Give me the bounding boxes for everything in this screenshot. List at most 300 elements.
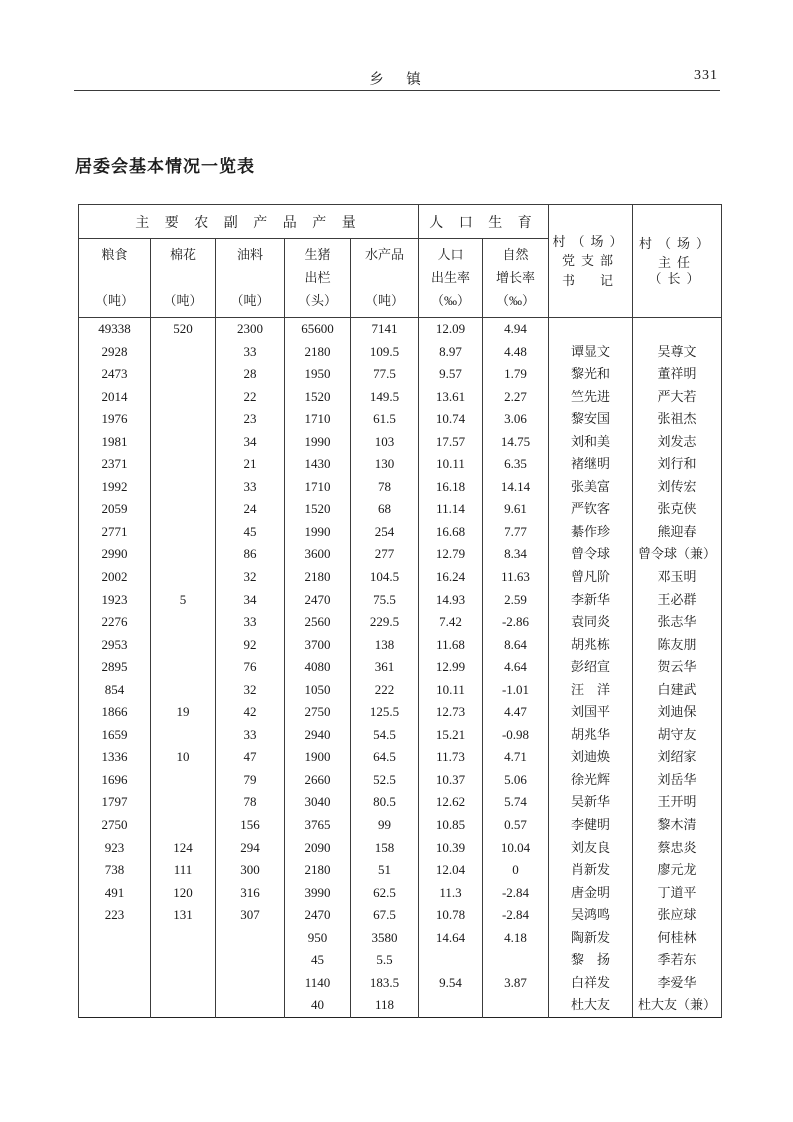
table-cell: 54.5 — [351, 724, 419, 747]
table-cell: 9.57 — [419, 363, 483, 386]
table-row — [79, 341, 722, 364]
table-cell: 11.68 — [419, 634, 483, 657]
table-cell: 2180 — [285, 859, 351, 882]
table-cell: 李健明 — [549, 814, 633, 837]
village-director-header-line: 村（场） — [638, 235, 715, 251]
table-cell: 曾凡阶 — [549, 566, 633, 589]
table-row — [79, 521, 722, 544]
table-cell: 223 — [79, 904, 151, 927]
table-row — [79, 972, 722, 995]
table-cell: 79 — [216, 769, 285, 792]
table-cell: 92 — [216, 634, 285, 657]
table-cell: 491 — [79, 882, 151, 905]
table-cell: 33 — [216, 476, 285, 499]
table-cell: 9.61 — [483, 498, 549, 521]
table-cell: 张应球 — [633, 904, 722, 927]
table-cell: 胡兆华 — [549, 724, 633, 747]
table-cell: 刘和美 — [549, 431, 633, 454]
table-cell: 361 — [351, 656, 419, 679]
table-cell — [216, 994, 285, 1017]
table-cell — [79, 949, 151, 972]
table-row — [79, 814, 722, 837]
table-cell: 4.94 — [483, 318, 549, 341]
col-header-line: 油料 — [236, 247, 263, 262]
table-row — [79, 386, 722, 409]
table-row — [79, 701, 722, 724]
table-cell: 2953 — [79, 634, 151, 657]
col-header-aquatic-products — [351, 239, 419, 318]
running-head — [74, 66, 720, 91]
table-cell: 125.5 — [351, 701, 419, 724]
table-cell: 1710 — [285, 476, 351, 499]
table-cell: 曾令球（兼） — [633, 543, 722, 566]
col-header-line: 出生率 — [430, 269, 470, 285]
table-cell: 14.75 — [483, 431, 549, 454]
table-row — [79, 791, 722, 814]
party-secretary-header-line: 书 记 — [561, 272, 619, 288]
table-cell: 1710 — [285, 408, 351, 431]
table-cell: 吴尊文 — [633, 341, 722, 364]
table-row — [79, 746, 722, 769]
table-cell: 19 — [151, 701, 216, 724]
table-cell: 2276 — [79, 611, 151, 634]
table-cell: 40 — [285, 994, 351, 1017]
table-cell: 2470 — [285, 589, 351, 612]
table-cell: 10.39 — [419, 837, 483, 860]
table-cell: -1.01 — [483, 679, 549, 702]
table-cell: 6.35 — [483, 453, 549, 476]
table-cell: 14.93 — [419, 589, 483, 612]
table-cell: 5 — [151, 589, 216, 612]
party-secretary-header-line: 党支部 — [561, 253, 619, 269]
table-cell: 316 — [216, 882, 285, 905]
table-cell: 1430 — [285, 453, 351, 476]
table-cell: 2002 — [79, 566, 151, 589]
table-cell: 汪 洋 — [549, 679, 633, 702]
table-cell: 65600 — [285, 318, 351, 341]
table-cell: 24 — [216, 498, 285, 521]
table-cell: 徐光辉 — [549, 769, 633, 792]
table-cell: 1866 — [79, 701, 151, 724]
table-cell: 贺云华 — [633, 656, 722, 679]
table-cell — [151, 386, 216, 409]
table-cell: 45 — [285, 949, 351, 972]
col-header-party-secretary — [549, 205, 633, 318]
table-row — [79, 904, 722, 927]
table-cell: 袁同炎 — [549, 611, 633, 634]
table-cell: 2300 — [216, 318, 285, 341]
table-cell — [633, 318, 722, 341]
table-cell: 32 — [216, 566, 285, 589]
table-cell: 104.5 — [351, 566, 419, 589]
table-cell: 45 — [216, 521, 285, 544]
table-row — [79, 724, 722, 747]
table-cell: 923 — [79, 837, 151, 860]
table-cell: 彭绍宣 — [549, 656, 633, 679]
table-cell: 62.5 — [351, 882, 419, 905]
table-row — [79, 994, 722, 1017]
table-cell: 10.78 — [419, 904, 483, 927]
table-cell: 吴鸿鸣 — [549, 904, 633, 927]
table-cell: 2750 — [285, 701, 351, 724]
table-cell: 130 — [351, 453, 419, 476]
col-header-line: （吨） — [94, 292, 134, 308]
table-cell: 8.34 — [483, 543, 549, 566]
col-header-line: 增长率 — [495, 269, 535, 285]
table-cell: 75.5 — [351, 589, 419, 612]
table-cell — [151, 543, 216, 566]
table-row — [79, 363, 722, 386]
col-header-line: 水产品 — [364, 247, 404, 262]
table-row — [79, 859, 722, 882]
table-cell: 张美富 — [549, 476, 633, 499]
table-row — [79, 589, 722, 612]
table-cell: 10.11 — [419, 453, 483, 476]
table-cell: 950 — [285, 927, 351, 950]
table-row — [79, 611, 722, 634]
col-header-line: 粮食 — [101, 247, 128, 262]
table-cell: 738 — [79, 859, 151, 882]
col-header-grain — [79, 239, 151, 318]
col-header-village-director — [633, 205, 722, 318]
table-cell: 2180 — [285, 341, 351, 364]
table-cell — [151, 453, 216, 476]
col-header-line: 生猪 — [304, 247, 331, 262]
table-cell: 7141 — [351, 318, 419, 341]
table-cell: 10.37 — [419, 769, 483, 792]
table-cell: 118 — [351, 994, 419, 1017]
table-row — [79, 949, 722, 972]
table-cell: 2090 — [285, 837, 351, 860]
table-cell — [151, 994, 216, 1017]
table-cell: 33 — [216, 724, 285, 747]
table-cell: 138 — [351, 634, 419, 657]
table-cell: 曾令球 — [549, 543, 633, 566]
table-cell: 3765 — [285, 814, 351, 837]
table-cell: 刘迪焕 — [549, 746, 633, 769]
table-cell: 1950 — [285, 363, 351, 386]
table-cell: 17.57 — [419, 431, 483, 454]
table-cell: 222 — [351, 679, 419, 702]
table-cell: 肖新发 — [549, 859, 633, 882]
table-cell: 67.5 — [351, 904, 419, 927]
table-cell: 33 — [216, 611, 285, 634]
table-cell — [79, 972, 151, 995]
table-cell: 99 — [351, 814, 419, 837]
table-cell: 2470 — [285, 904, 351, 927]
table-cell — [151, 656, 216, 679]
table-cell: 2750 — [79, 814, 151, 837]
table-cell: 严大若 — [633, 386, 722, 409]
table-cell: 吴新华 — [549, 791, 633, 814]
table-cell — [151, 814, 216, 837]
table-cell: 1976 — [79, 408, 151, 431]
table-cell: 刘发志 — [633, 431, 722, 454]
table-cell: 胡守友 — [633, 724, 722, 747]
table-cell: 王开明 — [633, 791, 722, 814]
table-cell — [151, 566, 216, 589]
table-cell: 14.14 — [483, 476, 549, 499]
table-cell: 2940 — [285, 724, 351, 747]
table-cell: 11.63 — [483, 566, 549, 589]
table-cell: 何桂林 — [633, 927, 722, 950]
table-cell: 陈友朋 — [633, 634, 722, 657]
table-cell: 12.99 — [419, 656, 483, 679]
col-header-line: 自然 — [502, 247, 529, 262]
table-row — [79, 543, 722, 566]
table-cell: 124 — [151, 837, 216, 860]
table-cell: 183.5 — [351, 972, 419, 995]
table-cell: 董祥明 — [633, 363, 722, 386]
table-cell — [151, 431, 216, 454]
table-cell: 胡兆栋 — [549, 634, 633, 657]
table-cell: 白建武 — [633, 679, 722, 702]
table-cell: 4.64 — [483, 656, 549, 679]
table-cell: 3580 — [351, 927, 419, 950]
table-cell: 11.3 — [419, 882, 483, 905]
table-cell: 11.73 — [419, 746, 483, 769]
table-cell: 80.5 — [351, 791, 419, 814]
table-cell: 158 — [351, 837, 419, 860]
table-cell: 111 — [151, 859, 216, 882]
table-cell: 刘行和 — [633, 453, 722, 476]
table-cell: 蔡忠炎 — [633, 837, 722, 860]
table-cell: 42 — [216, 701, 285, 724]
col-header-line: （吨） — [163, 292, 203, 308]
table-cell: 32 — [216, 679, 285, 702]
table-cell: 刘迪保 — [633, 701, 722, 724]
table-cell — [419, 949, 483, 972]
table-cell: 杜大友 — [549, 994, 633, 1017]
table-cell: 5.5 — [351, 949, 419, 972]
table-cell: 2.59 — [483, 589, 549, 612]
table-cell: 12.79 — [419, 543, 483, 566]
table-cell: 5.74 — [483, 791, 549, 814]
running-head-title: 乡 镇 — [369, 72, 425, 88]
table-cell: 1981 — [79, 431, 151, 454]
table-cell: 103 — [351, 431, 419, 454]
table-cell: 黎 扬 — [549, 949, 633, 972]
table-cell: 3700 — [285, 634, 351, 657]
table-cell: 15.21 — [419, 724, 483, 747]
table-cell: 1050 — [285, 679, 351, 702]
table-cell — [151, 341, 216, 364]
table-cell: 229.5 — [351, 611, 419, 634]
table-cell: 34 — [216, 589, 285, 612]
table-cell: 谭显文 — [549, 341, 633, 364]
table-cell: 2895 — [79, 656, 151, 679]
table-cell: 61.5 — [351, 408, 419, 431]
table-cell: 竺先进 — [549, 386, 633, 409]
table-cell: 10 — [151, 746, 216, 769]
table-row — [79, 498, 722, 521]
table-cell: 陶新发 — [549, 927, 633, 950]
table-row — [79, 769, 722, 792]
table-cell: 2.27 — [483, 386, 549, 409]
table-cell: 1900 — [285, 746, 351, 769]
table-row — [79, 927, 722, 950]
table-cell — [483, 994, 549, 1017]
table-cell: 1.79 — [483, 363, 549, 386]
table-cell: 2560 — [285, 611, 351, 634]
table-cell: 5.06 — [483, 769, 549, 792]
table-cell: 10.85 — [419, 814, 483, 837]
table-cell: 7.42 — [419, 611, 483, 634]
table-row — [79, 679, 722, 702]
table-row — [79, 882, 722, 905]
table-cell: 28 — [216, 363, 285, 386]
col-header-line: （吨） — [364, 292, 404, 308]
col-header-line: （吨） — [230, 292, 270, 308]
table-row — [79, 431, 722, 454]
table-cell: 10.74 — [419, 408, 483, 431]
table-cell — [216, 949, 285, 972]
table-cell: -2.86 — [483, 611, 549, 634]
table-cell: 廖元龙 — [633, 859, 722, 882]
table-cell — [151, 679, 216, 702]
table-cell — [151, 521, 216, 544]
table-cell: 王必群 — [633, 589, 722, 612]
table-cell — [216, 927, 285, 950]
table-cell: 68 — [351, 498, 419, 521]
table-cell: 277 — [351, 543, 419, 566]
table-cell: 1520 — [285, 386, 351, 409]
table-cell: 16.24 — [419, 566, 483, 589]
table-cell: 34 — [216, 431, 285, 454]
table-cell: 1990 — [285, 521, 351, 544]
table-cell: 3.06 — [483, 408, 549, 431]
table-cell: 3040 — [285, 791, 351, 814]
table-cell — [151, 408, 216, 431]
table-cell: 1520 — [285, 498, 351, 521]
table-cell: 64.5 — [351, 746, 419, 769]
table-cell: 唐金明 — [549, 882, 633, 905]
table-cell: 4.18 — [483, 927, 549, 950]
table-cell — [483, 949, 549, 972]
table-group-header-row — [79, 205, 722, 239]
table-cell: -0.98 — [483, 724, 549, 747]
table-cell: 33 — [216, 341, 285, 364]
table-cell — [216, 972, 285, 995]
table-cell: 1659 — [79, 724, 151, 747]
table-cell — [151, 927, 216, 950]
table-row — [79, 566, 722, 589]
table-cell: 1990 — [285, 431, 351, 454]
table-cell: 2014 — [79, 386, 151, 409]
col-header-line: 出栏 — [304, 269, 331, 285]
page-title: 居委会基本情况一览表 — [75, 157, 255, 176]
col-header-line: （‰） — [495, 292, 535, 308]
table-cell: -2.84 — [483, 882, 549, 905]
table-cell: 12.09 — [419, 318, 483, 341]
table-cell — [549, 318, 633, 341]
table-cell: 刘国平 — [549, 701, 633, 724]
table-cell: 李爱华 — [633, 972, 722, 995]
table-cell: 149.5 — [351, 386, 419, 409]
table-cell: 严钦客 — [549, 498, 633, 521]
group-header-farm-products: 主 要 农 副 产 品 产 量 — [79, 205, 419, 239]
table-cell — [419, 994, 483, 1017]
col-header-line: （头） — [297, 292, 337, 308]
table-cell — [151, 498, 216, 521]
col-header-line: 棉花 — [169, 247, 196, 262]
table-cell: 9.54 — [419, 972, 483, 995]
table-row — [79, 453, 722, 476]
table-cell — [151, 791, 216, 814]
table-cell — [151, 724, 216, 747]
table-cell: 86 — [216, 543, 285, 566]
table-cell: 黎光和 — [549, 363, 633, 386]
table-cell: 2371 — [79, 453, 151, 476]
table-cell: 14.64 — [419, 927, 483, 950]
table-cell — [151, 476, 216, 499]
table-cell: 0 — [483, 859, 549, 882]
col-header-pigs — [285, 239, 351, 318]
table-cell: 49338 — [79, 318, 151, 341]
table-cell: 3990 — [285, 882, 351, 905]
table-cell: 1992 — [79, 476, 151, 499]
table-cell: 307 — [216, 904, 285, 927]
table-cell: 10.11 — [419, 679, 483, 702]
col-header-cotton — [151, 239, 216, 318]
table-row — [79, 318, 722, 341]
table-cell: 12.04 — [419, 859, 483, 882]
residents-committee-table — [78, 204, 722, 1018]
table-cell: 23 — [216, 408, 285, 431]
table-cell: 8.64 — [483, 634, 549, 657]
table-cell: 10.04 — [483, 837, 549, 860]
table-cell: 丁道平 — [633, 882, 722, 905]
table-cell: 1696 — [79, 769, 151, 792]
table-cell: -2.84 — [483, 904, 549, 927]
table-cell: 2928 — [79, 341, 151, 364]
page-number: 331 — [694, 68, 718, 83]
table-cell: 张祖杰 — [633, 408, 722, 431]
table-cell: 4.71 — [483, 746, 549, 769]
table-cell: 854 — [79, 679, 151, 702]
table-cell: 2180 — [285, 566, 351, 589]
table-row — [79, 837, 722, 860]
table-cell: 白祥发 — [549, 972, 633, 995]
table-cell: 2660 — [285, 769, 351, 792]
table-cell: 邓玉明 — [633, 566, 722, 589]
table-cell: 22 — [216, 386, 285, 409]
table-cell: 1797 — [79, 791, 151, 814]
table-row — [79, 476, 722, 499]
table-cell: 156 — [216, 814, 285, 837]
table-cell: 21 — [216, 453, 285, 476]
table-cell: 3600 — [285, 543, 351, 566]
table-cell: 1336 — [79, 746, 151, 769]
table-cell: 杜大友（兼） — [633, 994, 722, 1017]
table-cell: 11.14 — [419, 498, 483, 521]
table-cell — [151, 634, 216, 657]
table-cell: 300 — [216, 859, 285, 882]
table-cell: 4.48 — [483, 341, 549, 364]
table-cell: 13.61 — [419, 386, 483, 409]
table-cell: 褚继明 — [549, 453, 633, 476]
col-header-oil-crops — [216, 239, 285, 318]
table-cell: 2990 — [79, 543, 151, 566]
table-body — [79, 318, 722, 1018]
table-cell: 76 — [216, 656, 285, 679]
table-row — [79, 408, 722, 431]
table-cell: 张志华 — [633, 611, 722, 634]
table-cell: 8.97 — [419, 341, 483, 364]
table-cell: 131 — [151, 904, 216, 927]
table-cell: 1923 — [79, 589, 151, 612]
table-cell: 294 — [216, 837, 285, 860]
